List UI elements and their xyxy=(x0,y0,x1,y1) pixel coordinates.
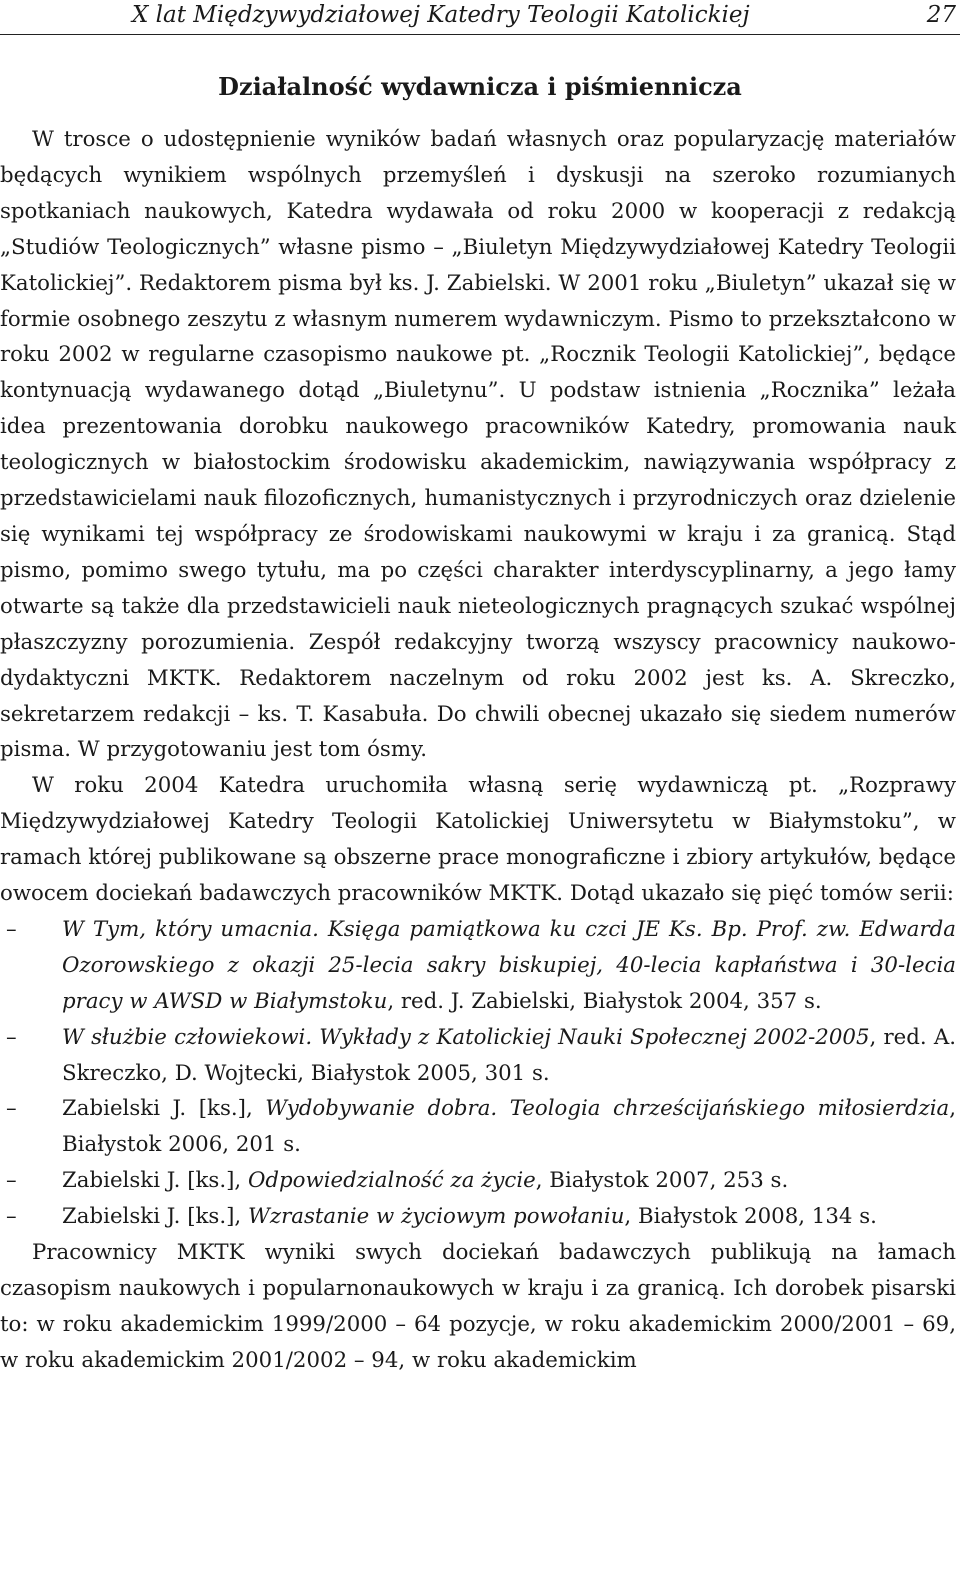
series-volume-item: – Zabielski J. [ks.], Wzrastanie w życiowym powołaniu, Białystok 2008, 134 s. xyxy=(0,1199,956,1235)
series-volume-list xyxy=(0,912,956,1235)
volume-title: Wzrastanie w życiowym powołaniu xyxy=(247,1204,625,1230)
series-volume-item: – W służbie człowiekowi. Wykłady z Katolickiej Nauki Społecznej 2002-2005, red. A. Skreczko, D. Wojtecki, Białystok 2005, 301 s. xyxy=(0,1020,956,1092)
running-header xyxy=(0,0,960,35)
section-title: Działalność wydawnicza i piśmiennicza xyxy=(218,72,742,101)
volume-title: W służbie człowiekowi. Wykłady z Katolickiej Nauki Społecznej 2002-2005 xyxy=(62,1024,870,1050)
volume-title: W Tym, który umacnia. Księga pamiątkowa ku czci JE Ks. Bp. Prof. zw. Edwarda Ozorowskiego z okazji 25-lecia sakry biskupiej, 40-lecia kapłaństwa i 30-lecia pracy w AWSD w Białymstoku xyxy=(62,916,956,1014)
paragraph-publications: Pracownicy MKTK wyniki swych dociekań badawczych publikują na łamach czasopism naukowych i popularnonaukowych w kraju i za granicą. Ich dorobek pisarski to: w roku akademickim 1999/2000 – 64 pozycje, w roku akademickim 2000/2001 – 69, w roku akademickim 2001/2002 – 94, w roku akademickim xyxy=(0,1240,956,1373)
series-volume-item: – Zabielski J. [ks.], Wydobywanie dobra. Teologia chrześcijańskiego miłosierdzia, Białystok 2006, 201 s. xyxy=(0,1091,956,1163)
paragraph-series: W roku 2004 Katedra uruchomiła własną serię wydawniczą pt. „Rozprawy Międzywydziałowej Katedry Teologii Katolickiej Uniwersytetu w Białymstoku”, w ramach której publikowane są obszerne prace monograficzne i zbiory artykułów, będące owocem dociekań badawczych pracowników MKTK. Dotąd ukazało się pięć tomów serii: xyxy=(0,773,956,907)
running-title: X lat Międzywydziałowej Katedry Teologii Katolickiej xyxy=(132,2,750,28)
volume-title: Wydobywanie dobra. Teologia chrześcijańskiego miłosierdzia xyxy=(265,1096,950,1122)
page-number: 27 xyxy=(926,2,956,28)
body-text xyxy=(0,122,956,1379)
paragraph-publishing: W trosce o udostępnienie wyników badań własnych oraz popularyzację materiałów będących wynikiem wspólnych przemyśleń i dyskusji na szeroko rozumianych spotkaniach naukowych, Katedra wydawała od roku 2000 w kooperacji z redakcją „Studiów Teologicznych” własne pismo – „Biuletyn Międzywydziałowej Katedry Teologii Katolickiej”. Redaktorem pisma był ks. J. Zabielski. W 2001 roku „Biuletyn” ukazał się w formie osobnego zeszytu z własnym numerem wydawniczym. Pismo to przekształcono w roku 2002 w regularne czasopismo naukowe pt. „Rocznik Teologii Katolickiej”, będące kontynuacją wydawanego dotąd „Biuletynu”. U podstaw istnienia „Rocznika” leżała idea prezentowania dorobku naukowego pracowników Katedry, promowania nauk teologicznych w białostockim środowisku akademickim, nawiązywania współpracy z przedstawicielami nauk filozoficznych, humanistycznych i przyrodniczych oraz dzielenie się wynikami tej współpracy ze środowiskami naukowymi w kraju i za granicą. Stąd pismo, pomimo swego tytułu, ma po części charakter interdyscyplinarny, a jego łamy otwarte są także dla przedstawicieli nauk nieteologicznych pragnących szukać wspólnej płaszczyzny porozumienia. Zespół redakcyjny tworzą wszyscy pracownicy naukowo-dydaktyczni MKTK. Redaktorem naczelnym od roku 2002 jest ks. A. Skreczko, sekretarzem redakcji – ks. T. Kasabuła. Do chwili obecnej ukazało się siedem numerów pisma. W przygotowaniu jest tom ósmy. xyxy=(0,127,956,763)
volume-title: Odpowiedzialność za życie xyxy=(247,1168,536,1194)
series-volume-item: – Zabielski J. [ks.], Odpowiedzialność za życie, Białystok 2007, 253 s. xyxy=(0,1163,956,1199)
series-volume-item: – W Tym, który umacnia. Księga pamiątkowa ku czci JE Ks. Bp. Prof. zw. Edwarda Ozorowskiego z okazji 25-lecia sakry biskupiej, 40-lecia kapłaństwa i 30-lecia pracy w AWSD w Białymstoku, red. J. Zabielski, Białystok 2004, 357 s. xyxy=(0,912,956,1020)
